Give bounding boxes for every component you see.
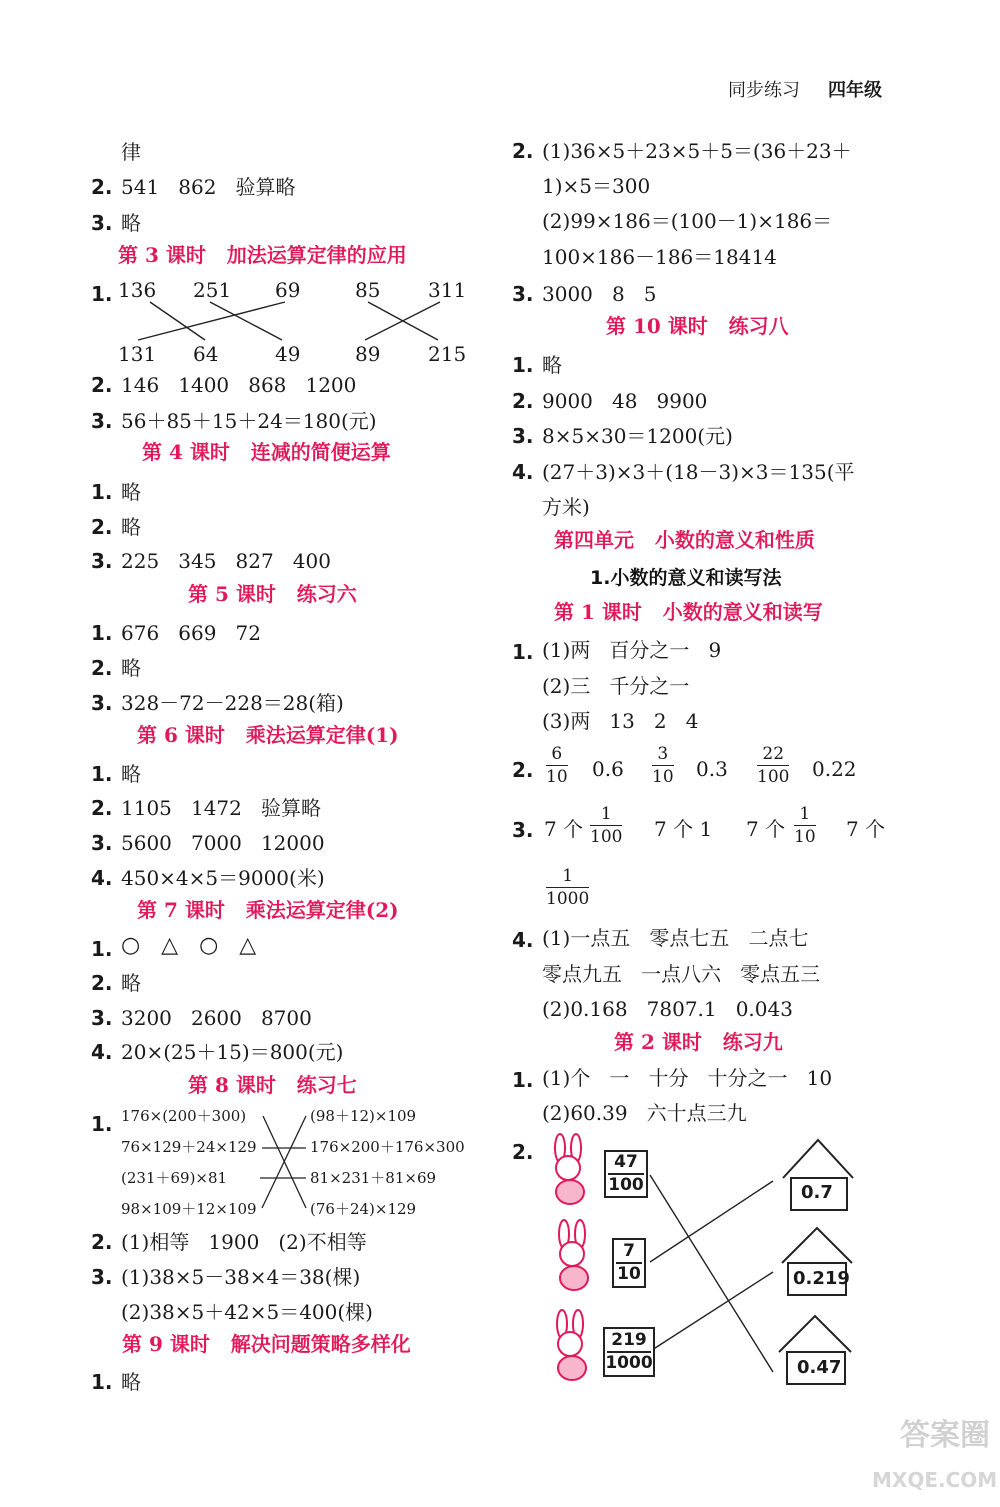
lesson-heading: 第 7 课时 乘法运算定律(2) xyxy=(137,898,399,922)
answer: 0.3 xyxy=(696,757,728,781)
header-series: 同步练习 xyxy=(728,80,800,101)
q-num: 4. xyxy=(512,460,534,484)
answer: ○ △ ○ △ xyxy=(121,933,257,958)
q-num: 4. xyxy=(512,928,534,952)
denominator: 100 xyxy=(757,767,790,787)
expr-left-1: 176×(200＋300) xyxy=(121,1107,247,1125)
q-num: 3. xyxy=(91,1006,113,1030)
q-num: 1. xyxy=(91,762,113,786)
numerator: 1 xyxy=(562,866,574,886)
q-num: 3. xyxy=(91,409,113,433)
match-bottom-4: 89 xyxy=(355,342,381,366)
left-carry-text: 律 xyxy=(121,140,141,164)
q-num: 3. xyxy=(512,282,534,306)
answer: 7 个 1 xyxy=(654,817,713,841)
answer: (1)36×5＋23×5＋5＝(36＋23＋ xyxy=(542,139,852,163)
answer: (27＋3)×3＋(18－3)×3＝135(平 xyxy=(542,460,855,484)
answer: 450×4×5＝9000(米) xyxy=(121,866,325,890)
match-line xyxy=(652,1272,773,1350)
answer: (2)60.39 六十点三九 xyxy=(542,1101,747,1125)
match-bottom-5: 215 xyxy=(428,342,467,366)
answer: 100×186－186＝18414 xyxy=(542,245,777,269)
q-num: 3. xyxy=(91,1265,113,1289)
answer: 9000 48 9900 xyxy=(542,389,708,413)
lesson-heading: 第 6 课时 乘法运算定律(1) xyxy=(137,723,399,747)
answer: 0.22 xyxy=(812,757,857,781)
answer: 3000 8 5 xyxy=(542,282,657,306)
answer: (1)一点五 零点七五 二点七 xyxy=(542,926,809,950)
denominator: 10 xyxy=(652,767,674,787)
lesson-heading: 第 1 课时 小数的意义和读写 xyxy=(554,600,823,624)
answer: 略 xyxy=(121,971,141,995)
match-top-2: 251 xyxy=(193,278,232,302)
answer: 7 个 xyxy=(746,817,786,841)
answer: 略 xyxy=(542,353,562,377)
answer: 56＋85＋15＋24＝180(元) xyxy=(121,409,377,433)
q-num: 2. xyxy=(512,139,534,163)
q-num: 1. xyxy=(91,282,113,306)
expr-left-2: 76×129＋24×129 xyxy=(121,1138,257,1156)
answer: 7 个 xyxy=(846,817,886,841)
unit-heading: 第四单元 小数的意义和性质 xyxy=(554,528,815,552)
answer: 略 xyxy=(121,480,141,504)
expr-right-2: 176×200＋176×300 xyxy=(310,1138,465,1156)
lesson-heading: 第 4 课时 连减的简便运算 xyxy=(142,440,391,464)
answer: (2)38×5＋42×5＝400(棵) xyxy=(121,1300,373,1324)
fraction-board xyxy=(604,1150,648,1198)
expr-left-3: (231＋69)×81 xyxy=(121,1169,228,1187)
denominator: 10 xyxy=(546,767,568,787)
answer: 225 345 827 400 xyxy=(121,549,331,573)
q-num: 1. xyxy=(91,1112,113,1136)
q-num: 2. xyxy=(91,971,113,995)
q-num: 2. xyxy=(91,796,113,820)
q-num: 1. xyxy=(512,1068,534,1092)
match-top-4: 85 xyxy=(355,278,381,302)
q-num: 2. xyxy=(91,1230,113,1254)
answer: (1)两 百分之一 9 xyxy=(542,638,722,662)
answer: 7 个 xyxy=(544,817,584,841)
denominator: 1000 xyxy=(546,889,590,909)
lesson-heading: 第 8 课时 练习七 xyxy=(188,1073,357,1097)
rabbit-icon xyxy=(559,1220,588,1290)
q-num: 2. xyxy=(91,656,113,680)
q-num: 1. xyxy=(512,640,534,664)
expr-right-3: 81×231＋81×69 xyxy=(310,1169,437,1187)
match-bottom-2: 64 xyxy=(193,342,219,366)
answer: 676 669 72 xyxy=(121,621,261,645)
q-num: 1. xyxy=(512,353,534,377)
numerator: 47 xyxy=(614,1152,638,1172)
answer: 1105 1472 验算略 xyxy=(121,796,321,820)
q-num: 2. xyxy=(91,515,113,539)
header-grade-text: 四年级 xyxy=(828,80,882,101)
lesson-heading: 第 2 课时 练习九 xyxy=(614,1030,783,1054)
match-top-3: 69 xyxy=(275,278,301,302)
answer: 0.6 xyxy=(592,757,624,781)
fraction-board xyxy=(612,1238,646,1288)
match-bottom-1: 131 xyxy=(118,342,157,366)
q-num: 1. xyxy=(91,621,113,645)
q-num: 3. xyxy=(91,211,113,235)
house-value: 0.47 xyxy=(797,1357,842,1378)
answer: 零点九五 一点八六 零点五三 xyxy=(542,962,821,986)
answer: 5600 7000 12000 xyxy=(121,831,325,855)
answer: 略 xyxy=(121,211,141,235)
denominator: 10 xyxy=(794,827,816,847)
answer: 略 xyxy=(121,515,141,539)
watermark-url: MXQE.COM xyxy=(872,1468,998,1492)
answer: (2)99×186＝(100－1)×186＝ xyxy=(542,209,833,233)
q-num: 2. xyxy=(512,1140,534,1164)
q-num: 1. xyxy=(91,937,113,961)
answer: 略 xyxy=(121,762,141,786)
denominator: 1000 xyxy=(605,1353,653,1373)
q-num: 3. xyxy=(91,691,113,715)
numerator: 6 xyxy=(551,744,563,764)
answer: (2)三 千分之一 xyxy=(542,674,690,698)
q-num: 2. xyxy=(91,175,113,199)
numerator: 7 xyxy=(623,1241,635,1261)
denominator: 100 xyxy=(608,1175,644,1195)
expr-right-4: (76＋24)×129 xyxy=(310,1200,417,1218)
match-top-5: 311 xyxy=(428,278,467,302)
match-bottom-3: 49 xyxy=(275,342,301,366)
answer: 20×(25＋15)＝800(元) xyxy=(121,1040,344,1064)
q-num: 2. xyxy=(91,373,113,397)
answer: (1)相等 1900 (2)不相等 xyxy=(121,1230,367,1254)
numerator: 1 xyxy=(600,804,612,824)
denominator: 100 xyxy=(590,827,623,847)
match-line xyxy=(650,1181,773,1262)
expr-left-4: 98×109＋12×109 xyxy=(121,1200,257,1218)
lesson-heading: 第 5 课时 练习六 xyxy=(188,582,357,606)
rabbit-icon xyxy=(557,1310,586,1380)
section-heading: 1.小数的意义和读写法 xyxy=(590,567,782,589)
answer: (2)0.168 7807.1 0.043 xyxy=(542,997,793,1021)
q-num: 2. xyxy=(512,389,534,413)
fraction-board xyxy=(603,1327,655,1377)
expr-right-1: (98＋12)×109 xyxy=(310,1107,417,1125)
denominator: 10 xyxy=(617,1264,641,1284)
house-value: 0.7 xyxy=(801,1182,833,1203)
answer: 541 862 验算略 xyxy=(121,175,296,199)
answer: 8×5×30＝1200(元) xyxy=(542,424,733,448)
q-num: 3. xyxy=(91,549,113,573)
q-num: 3. xyxy=(512,818,534,842)
answer: 略 xyxy=(121,1370,141,1394)
answer: 146 1400 868 1200 xyxy=(121,373,357,397)
answer: (1)个 一 十分 十分之一 10 xyxy=(542,1066,833,1090)
answer: 1)×5＝300 xyxy=(542,174,651,198)
q-num: 1. xyxy=(91,480,113,504)
answer: (3)两 13 2 4 xyxy=(542,709,699,733)
answer: 方米) xyxy=(542,495,590,519)
q-num: 4. xyxy=(91,866,113,890)
q-num: 3. xyxy=(91,831,113,855)
rabbit-icon xyxy=(555,1134,584,1204)
house-value: 0.219 xyxy=(793,1268,850,1289)
q-num: 1. xyxy=(91,1370,113,1394)
lesson-heading: 第 10 课时 练习八 xyxy=(606,314,789,338)
match-line xyxy=(650,1175,773,1372)
q-num: 4. xyxy=(91,1040,113,1064)
numerator: 3 xyxy=(657,744,669,764)
answer: (1)38×5－38×4＝38(棵) xyxy=(121,1265,361,1289)
q-num: 3. xyxy=(512,424,534,448)
numerator: 219 xyxy=(611,1330,647,1350)
numerator: 1 xyxy=(799,804,811,824)
q-num: 2. xyxy=(512,758,534,782)
match-top-1: 136 xyxy=(118,278,157,302)
lesson-heading: 第 9 课时 解决问题策略多样化 xyxy=(122,1332,411,1356)
answer: 3200 2600 8700 xyxy=(121,1006,312,1030)
answer: 略 xyxy=(121,656,141,680)
watermark-logo: 答案圈 xyxy=(900,1418,990,1453)
numerator: 22 xyxy=(762,744,785,764)
answer: 328－72－228＝28(箱) xyxy=(121,691,344,715)
lesson-heading: 第 3 课时 加法运算定律的应用 xyxy=(118,243,407,267)
